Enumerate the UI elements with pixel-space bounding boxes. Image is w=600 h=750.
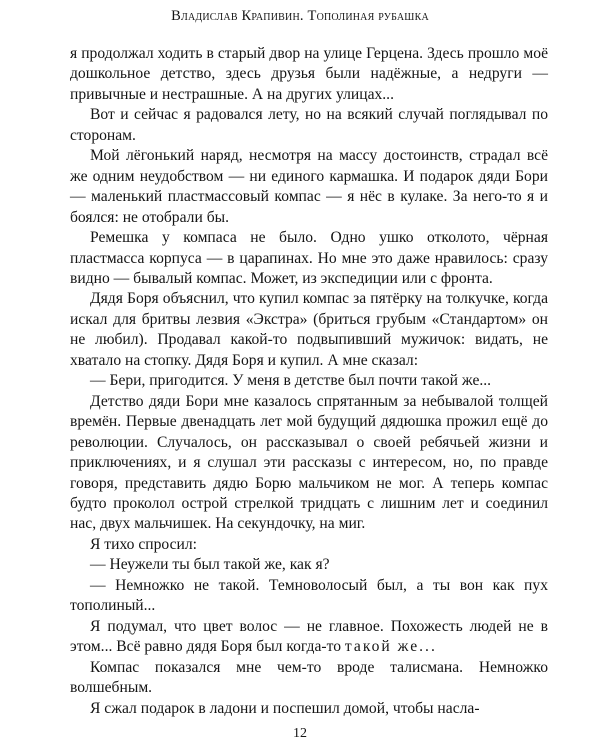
page-number: 12 <box>293 726 307 741</box>
paragraph: Мой лёгонький наряд, несмотря на массу достоинств, страдал всё же одним неудобством — ни единого кармашка. И подарок дяди Бори — маленький пластмассовый компас — я нёс в кулаке. За него-то я и боялся: не отобрали бы. <box>70 147 548 226</box>
dialogue-line: — Бери, пригодится. У меня в детстве был почти такой же... <box>90 372 492 390</box>
paragraph: Я тихо спросил: <box>90 535 197 553</box>
spaced-emphasis: такой же... <box>344 638 437 656</box>
paragraph-text: Я подумал, что цвет волос — не главное. Похожесть людей не в этом... Всё равно дядя Боря был когда-то <box>70 617 548 656</box>
dialogue-line: — Неужели ты был такой же, как я? <box>90 556 330 574</box>
paragraph <box>70 617 548 658</box>
paragraph: я продолжал ходить в старый двор на улице Герцена. Здесь прошло моё дошкольное детство, здесь друзья были надёжные, а недруги — привычные и нестрашные. А на других улицах... <box>70 45 548 103</box>
running-head: Владислав Крапивин. Тополиная рубашка <box>171 8 429 24</box>
paragraph: Я сжал подарок в ладони и поспешил домой, чтобы насла- <box>90 699 480 717</box>
dialogue-line: — Немножко не такой. Темноволосый был, а ты вон как пух тополиный... <box>70 576 548 615</box>
paragraph: Ремешка у компаса не было. Одно ушко отколото, чёрная пластмасса корпуса — в царапинах. Но мне это даже нравилось: сразу видно — бывалый компас. Может, из экспедиции или с фронта. <box>70 229 548 287</box>
body-text <box>70 44 548 719</box>
paragraph: Компас показался мне чем-то вроде талисмана. Немножко волшебным. <box>70 658 548 697</box>
paragraph: Вот и сейчас я радовался лету, но на всякий случай поглядывал по сторонам. <box>70 106 548 144</box>
paragraph: Дядя Боря объяснил, что купил компас за пятёрку на толкучке, когда искал для бритвы лезвия «Экстра» (бриться грубым «Стандартом» он не любил). Продавал какой-то подвыпивший мужичок: видать, не хватало на стопку. Дядя Боря и купил. А мне сказал: <box>70 290 548 369</box>
paragraph: Детство дяди Бори мне казалось спрятанным за небывалой толщей времён. Первые двенадцать лет мой будущий дядюшка прожил ещё до революции. Случалось, он рассказывал о своей ребячьей жизни и приключениях, и я слушал эти рассказы с интересом, но, по правде говоря, представить дядю Борю мальчиком не мог. А теперь компас будто проколол острой стрелкой тридцать с лишним лет и соединил нас, двух мальчишек. На секундочку, на миг. <box>70 392 548 533</box>
